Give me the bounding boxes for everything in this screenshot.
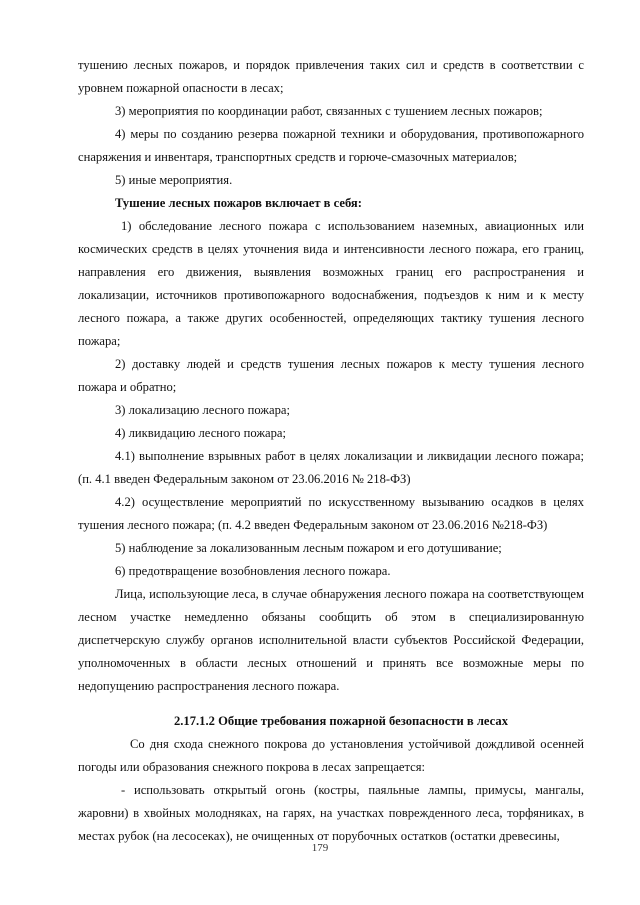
paragraph: 1) обследование лесного пожара с использованием наземных, авиационных или космических средств в целях уточнения вида и интенсивности лесного пожара, его границ, направления его движения, выявления возможных границ его распространения и локализации, источников противопожарного водоснабжения, подъездов к ним и к месту лесного пожара, а также других особенностей, определяющих тактику тушения лесного пожара;: [78, 219, 584, 348]
paragraph: Лица, использующие леса, в случае обнаружения лесного пожара на соответствующем лесном участке немедленно обязаны сообщить об этом в специализированную диспетчерскую службу органов исполнительной власти субъектов Российской Федерации, уполномоченных в области лесных отношений и принять все возможные меры по недопущению распространения лесного пожара.: [78, 587, 584, 693]
paragraph: - использовать открытый огонь (костры, паяльные лампы, примусы, мангалы, жаровни) в хвойных молодняках, на гарях, на участках поврежденного леса, торфяниках, в местах рубок (на лесосеках), не очищенных от порубочных остатков (остатки древесины,: [78, 783, 584, 843]
paragraph: Со дня схода снежного покрова до установления устойчивой дождливой осенней погоды или образования снежного покрова в лесах запрещается:: [78, 737, 584, 774]
paragraph: тушению лесных пожаров, и порядок привлечения таких сил и средств в соответствии с уровнем пожарной опасности в лесах;: [78, 58, 584, 95]
paragraph: 4) ликвидацию лесного пожара;: [115, 426, 287, 440]
page-number: 179: [311, 842, 329, 854]
paragraph: 6) предотвращение возобновления лесного пожара.: [115, 564, 391, 578]
paragraph: 2) доставку людей и средств тушения лесных пожаров к месту тушения лесного пожара и обратно;: [78, 357, 584, 394]
subheading: Тушение лесных пожаров включает в себя:: [115, 196, 362, 210]
paragraph: 5) наблюдение за локализованным лесным пожаром и его дотушивание;: [115, 541, 502, 555]
paragraph: 4.1) выполнение взрывных работ в целях локализации и ликвидации лесного пожара; (п. 4.1 введен Федеральным законом от 23.06.2016 № 218-ФЗ): [78, 449, 584, 486]
paragraph: 5) иные мероприятия.: [115, 173, 233, 187]
paragraph: 3) локализацию лесного пожара;: [115, 403, 290, 417]
paragraph: 4) меры по созданию резерва пожарной техники и оборудования, противопожарного снаряжения и инвентаря, транспортных средств и горюче-смазочных материалов;: [78, 127, 584, 164]
paragraph: 4.2) осуществление мероприятий по искусственному вызыванию осадков в целях тушения лесного пожара; (п. 4.2 введен Федеральным законом от 23.06.2016 №218-ФЗ): [78, 495, 584, 532]
section-heading: 2.17.1.2 Общие требования пожарной безопасности в лесах: [173, 714, 509, 728]
paragraph: 3) мероприятия по координации работ, связанных с тушением лесных пожаров;: [115, 104, 543, 118]
document-page: [78, 54, 584, 848]
